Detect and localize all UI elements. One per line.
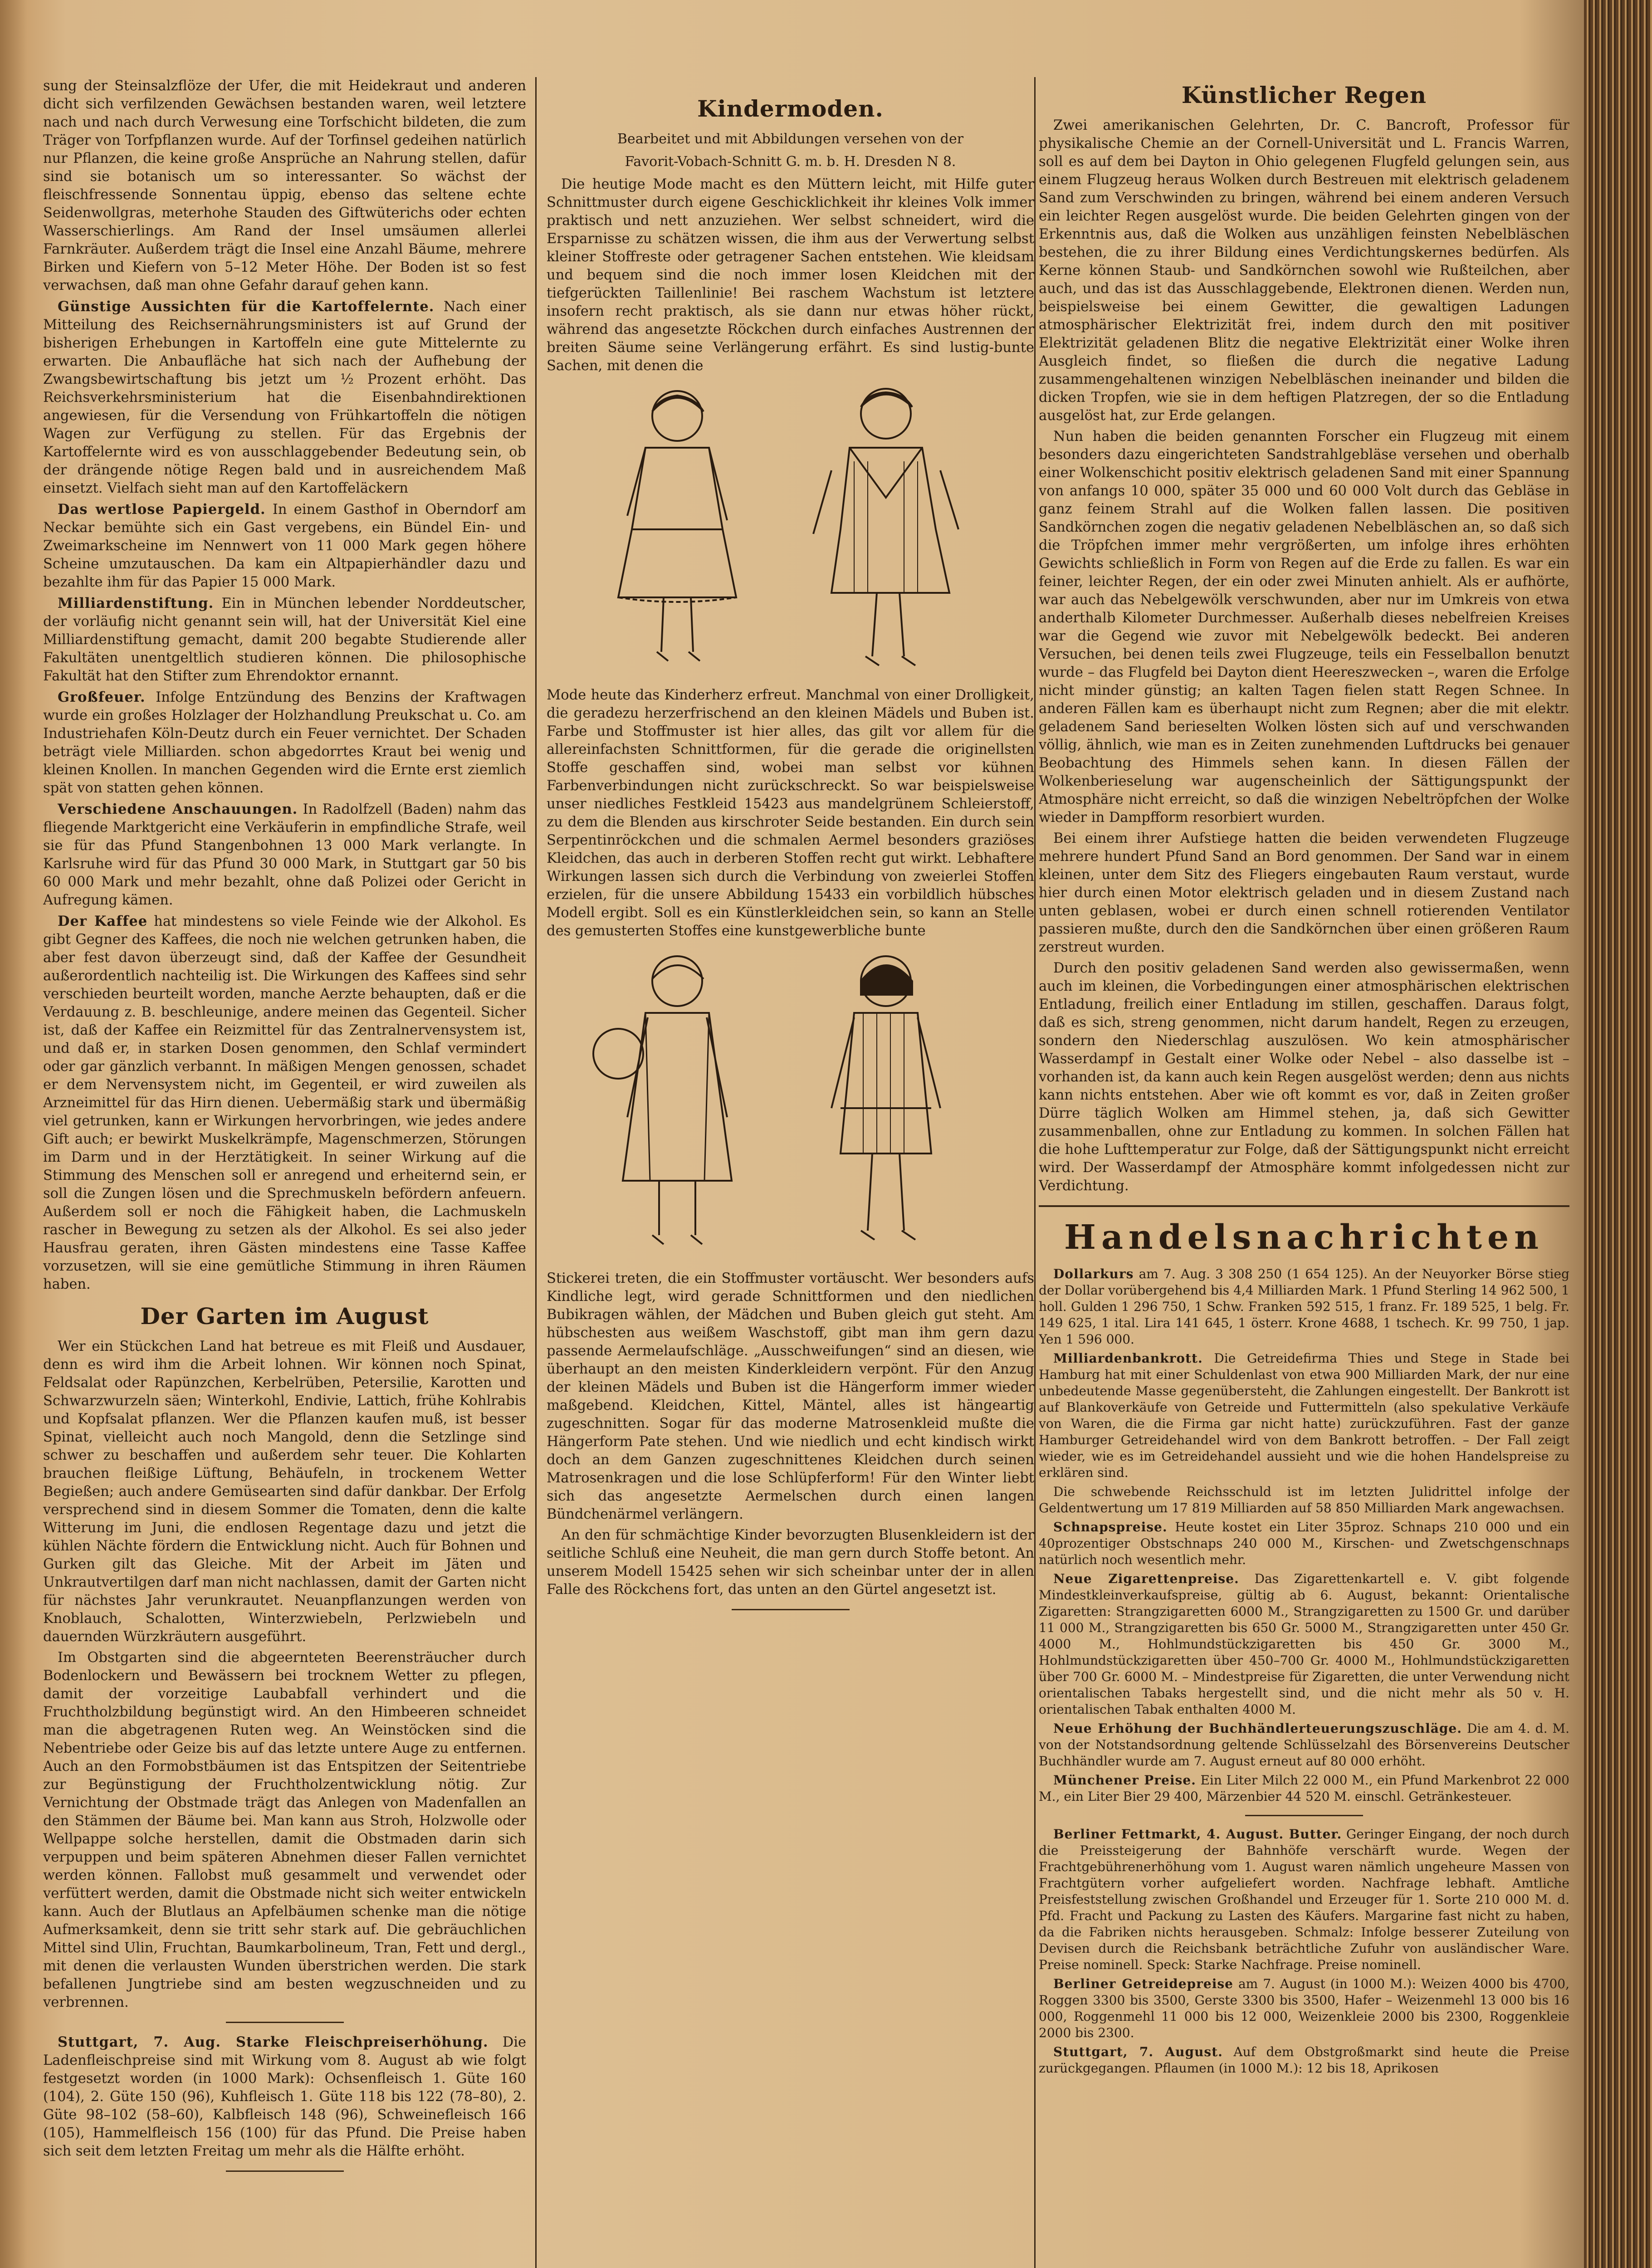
garden-paragraph-1: Wer ein Stückchen Land hat betreue es mit Fleiß und Ausdauer, denn es wird ihm die Arbeit lohnen. Wir können noch Spinat, Feldsalat oder Rapünzchen, Kerbelrüben, Petersilie, Karotten und Schwarzwurzeln säen; Winterkohl, Endivie, Lattich, frühe Kohlrabis und Kopfsalat pflanzen. Wer die Pflanzen kaufen muß, ist besser Spinat, vielleicht auch noch Mangold, denn die Setzlinge sind schwer zu beschaffen und außerdem sehr teuer. Die Kohlarten brauchen fleißige Lüftung, Behäufeln, in trockenem Wetter Begießen; auch andere Gemüsearten sind dafür dankbar. Der Erfolg versprechend sind in diesem Sommer die Tomaten, denn die kalte Witterung im Juni, die endlosen Regentage dazu und jetzt die kühlen Nächte fördern die Entwicklung nicht. Auch für Bohnen und Gurken gilt das Gleiche. Mit der Arbeit im Jäten und Unkrautvertilgen darf man nicht nachlassen, damit der Garten nicht für nächstes Jahr verunkrautet. Neuanpflanzungen werden von Knoblauch, Schalotten, Winterzwiebeln, Perlzwiebeln und dauernden Würzkräutern ausgeführt. (43, 1339, 526, 1645)
girls-dresses-drawing (559, 380, 1022, 679)
trade-text: Die am 4. d. M. von der Notstandsordnung geltende Schlüsselzahl des Börsenvereins Deutscher Buchhändler wurde am 7. August erneut auf 80 000 erhöht. (1039, 1721, 1569, 1769)
trade-heading: Berliner Getreidepreise (1053, 1976, 1233, 1991)
trade-reichsschuld: Die schwebende Reichsschuld ist im letzten Julidrittel infolge der Geldentwertung um 17 819 Milliarden auf 58 850 Milliarden Mark angewachsen. (1039, 1484, 1569, 1515)
trade-schnaps (1039, 1519, 1569, 1568)
trade-buchhandel (1039, 1721, 1569, 1769)
fashion-illustration-bottom (559, 945, 1022, 1262)
kindermoden-subtitle-2: Favorit-Vobach-Schnitt G. m. b. H. Dresden N 8. (625, 154, 956, 170)
article-milliardenstiftung (43, 594, 526, 685)
article-heading: Der Kaffee (58, 913, 148, 929)
section-rule (226, 2170, 344, 2172)
trade-heading: Milliardenbankrott. (1053, 1351, 1203, 1366)
article-kaffee (43, 912, 526, 1294)
trade-heading: Schnapspreise. (1053, 1520, 1168, 1535)
trade-text: Heute kostet ein Liter 35proz. Schnaps 210 000 und ein 40prozentiger Obstschnaps 240 000 M., Kirschen- und Zwetschgenschnaps natürlich noch wesentlich mehr. (1039, 1520, 1569, 1567)
trade-text: Geringer Eingang, der noch durch die Preissteigerung der Bahnhöfe verschärft wurde. Wegen der Frachtgebührenerhöhung vom 1. August waren nämlich ungeheure Massen von Frachtgütern vorher aufgeliefert worden. Nachfrage lebhaft. Amtliche Preisfeststellung zwischen Großhandel und Erzeuger für 1. Sorte 210 000 M. d. Pfd. Fracht und Packung zu Lasten des Käufers. Margarine fast nicht zu haben, da die Fabriken nichts herausgeben. Schmalz: Infolge besserer Zuteilung von Devisen durch die Reichsbank beträchtliche Zufuhr von ausländischer Ware. Preise nominell. Speck: Starke Nachfrage. Preise nominell. (1039, 1827, 1569, 1972)
article-heading: Günstige Aussichten für die Kartoffelernte. (58, 298, 435, 315)
trade-heading: Berliner Fettmarkt, 4. August. Butter. (1053, 1827, 1342, 1842)
article-fleischpreise (43, 2033, 526, 2160)
kindermoden-subtitle-1: Bearbeitet und mit Abbildungen versehen von der (617, 131, 964, 147)
article-heading: Großfeuer. (58, 689, 146, 705)
kindermoden-paragraph-1: Die heutige Mode macht es den Müttern leicht, mit Hilfe guter Schnittmuster durch eigene Geschicklichkeit ihr kleines Volk immer praktisch und nett anzuziehen. Wer selbst schneidert, wird die Ersparnisse zu schätzen wissen, die ihm aus der Verwertung selbst kleiner Stoffreste oder getragener Sachen entstehen. Wie kleidsam und bequem sind die noch immer losen Kleidchen mit der tiefgerückten Taillenlinie! Bei raschem Wachstum ist letztere insofern recht praktisch, als sie dann nur etwas höher rückt, während das angesetzte Röckchen durch einfaches Austrennen der breiten Säume seine Verlängerung erfährt. Es sind lustig-bunte Sachen, mit denen die (547, 176, 1034, 374)
trade-text: am 7. August (in 1000 M.): Weizen 4000 bis 4700, Roggen 3300 bis 3500, Gerste 3300 bis 3500, Hafer – Weizenmehl 13 000 bis 16 000, Roggenmehl 11 000 bis 12 000, Weizenkleie 2000 bis 2300, Roggenkleie 2000 bis 2300. (1039, 1976, 1569, 2040)
book-edge (1584, 0, 1652, 2268)
garden-paragraph-2: Im Obstgarten sind die abgeernteten Beerensträucher durch Bodenlockern und Bewässern bei trocknem Wetter zu pflegen, damit der vorzeitige Laubabfall verhindert und die Fruchtholzbildung begünstigt wird. An den Himbeeren schneidet man die abgetragenen Ruten weg. An Weinstöcken sind die Nebentriebe oder Geize bis auf das letzte untere Auge zu entfernen. Auch an den Formobstbäumen ist das Entspitzen der Seitentriebe zur Begünstigung der Fruchtholzentwicklung nötig. Zur Vernichtung der Obstmade trägt das Anlegen von Madenfallen an den Stämmen der Bäume bei. Man kann aus Stroh, Holzwolle oder Wellpappe solche herstellen, damit die Obstmaden darin sich verpuppen und beim späteren Abnehmen dieser Fallen vernichtet werden können. Fallobst muß gesammelt und verwendet oder verfüttert werden, damit die Obstmade nicht sich weiter entwickeln kann. Auch der Blutlaus an Apfelbäumen schenke man die nötige Aufmerksamkeit, denn sie tritt sehr stark auf. Die gebräuchlichen Mittel sind Ulin, Fruchtan, Baumkarbolineum, Tran, Fett und dergl., mit denen die verlausten Wunden überstrichen werden. Die stark befallenen Jungtriebe sind am besten wegzuschneiden und zu verbrennen. (43, 1650, 526, 2010)
trade-heading: Neue Zigarettenpreise. (1053, 1571, 1239, 1586)
trade-heading: Stuttgart, 7. August. (1053, 2044, 1223, 2059)
trade-heading: Dollarkurs (1053, 1266, 1134, 1281)
kindermoden-paragraph-2: Mode heute das Kinderherz erfreut. Manchmal von einer Drolligkeit, die geradezu herzerfrischend an den kleinen Mädels und Buben ist. Farbe und Stoffmuster ist hier alles, das gilt vor allem für die allereinfachsten Schnittformen, für die gerade die originellsten Stoffe geschaffen sind, wobei man selbst vor kühnen Farbenverbindungen nicht zurückschreckt. So war beispielsweise unser niedliches Festkleid 15423 aus mandelgrünem Schleierstoff, zu dem die Blenden aus kirschroter Seide bestanden. Ein durch sein Serpentinröckchen und die schmalen Aermel besonders graziöses Kleidchen, das auch in derberen Stoffen recht gut wirkt. Lebhaftere Wirkungen lassen sich durch die Verbindung von zweierlei Stoffen erzielen, für die unsere Abbildung 15433 ein vorbildlich hübsches Modell ergibt. Soll es ein Künstlerkleidchen sein, so kann an Stelle des gemusterten Stoffes eine kunstgewerbliche bunte (547, 687, 1034, 939)
kindermoden-title: Kindermoden. (697, 95, 884, 122)
trade-text: Die Getreidefirma Thies und Stege in Stade bei Hamburg hat mit einer Schuldenlast von etwa 900 Milliarden Mark, der nur eine unbedeutende Masse gegenübersteht, die Zahlungen eingestellt. Der Bankrott ist auf Blankoverkäufe von Getreide und Futtermitteln (also spekulative Verkäufe von Waren, die die Firma gar nicht hatte) zurückzuführen. Fast der ganze Hamburger Getreidehandel wird von dem Bankrott betroffen. – Der Fall zeigt wieder, wie es im Getreidehandel aussieht und wie die hohen Handelspreise zu erklären sind. (1039, 1351, 1569, 1480)
section-rule (1245, 1815, 1363, 1816)
rain-paragraph-3: Bei einem ihrer Aufstiege hatten die beiden verwendeten Flugzeuge mehrere hundert Pfund Sand an Bord genommen. Der Sand war in einem kleinen, unter dem Sitz des Fliegers eingebauten Raum verstaut, wurde hier durch einen Motor elektrisch geladen und in diesem Zustand nach unten geblasen, wobei er durch einen schnell rotierenden Ventilator passieren mußte, durch den die Sandkörnchen über einen größeren Raum zerstreut wurden. (1039, 831, 1569, 955)
article-text: Nach einer Mitteilung des Reichsernährungsministers ist auf Grund der bisherigen Erhebungen in Kartoffeln eine gute Mittelernte zu erwarten. Die Anbaufläche hat sich nach der Aufhebung der Zwangsbewirtschaftung bis jetzt um ½ Prozent erhöht. Das Reichsverkehrsministerium hat die Eisenbahndirektionen angewiesen, für die Versendung von Frühkartoffeln die nötigen Wagen zur Verfügung zu stellen. Für das Ergebnis der Kartoffelernte wird es von ausschlaggebender Bedeutung sein, ob der drängende nötige Regen bald und in ausreichendem Maß einsetzt. Vielfach sieht man auf den Kartoffeläckern (43, 299, 526, 496)
rain-title: Künstlicher Regen (1181, 82, 1427, 108)
handelsnachrichten-body (1039, 1266, 1569, 2077)
article-papiergeld (43, 500, 526, 591)
rain-paragraph-2: Nun haben die beiden genannten Forscher ein Flugzeug mit einem besonders dazu eingerichteten Sandstrahlgebläse versehen und oberhalb einer Wolkenschicht positiv elektrisch geladenen Sand mit einer Spannung von anfangs 10 000, später 35 000 und 60 000 Volt durch das Gebläse in ganz feinem Strahl auf die Wolken fallen lassen. Die positiven Sandkörnchen zogen die negativ geladenen Nebelbläschen an, so daß sich die Tröpfchen immer mehr vergrößerten, um infolge ihres erhöhten Gewichts schließlich in Form von Regen auf die Erde zu fallen. Es war ein feiner, leichter Regen, der ein oder zwei Minuten anhielt. Als er aufhörte, war auch das Nebelgewölk verschwunden, aber nur im Umkreis von etwa anderthalb Kilometer Durchmesser. Außerhalb dieses nebelfreien Kreises war die Gegend wie zuvor mit Nebelgewölk bedeckt. Bei anderen Versuchen, bei denen teils zwei Flugzeuge, teils ein Fesselballon benutzt wurde – das Flugfeld bei Dayton dient Heereszwecken –, waren die Erfolge nicht minder günstig; an kalten Tagen fielen statt Regen Schnee. In anderen Fällen kam es überhaupt nicht zum Regnen; aber die mit elektr. geladenem Sand berieselten Wolken lösten sich auf und verschwanden völlig, ähnlich, wie man es in Zeiten zunehmenden Luftdrucks bei genauer Beobachtung des Himmels sehen kann. In diesen Fällen der Wolkenberieselung war augenscheinlich der Sättigungspunkt der Atmosphäre nicht erreicht, so daß die winzigen Nebeltröpfchen der Wolke wieder in Dampfform resorbiert wurden. (1039, 429, 1569, 826)
article-text: hat mindestens so viele Feinde wie der Alkohol. Es gibt Gegner des Kaffees, die noch nie welchen getrunken haben, die aber fest davon überzeugt sind, daß der Kaffee der Gesundheit außerordentlich nachteilig ist. Die Wirkungen des Kaffees sind sehr verschieden beurteilt worden, manche Aerzte behaupten, daß er die Verdauung z. B. beschleunige, andere meinen das Gegenteil. Sicher ist, daß der Kaffee ein Reizmittel für das Zentralnervensystem ist, und daß er, in starken Dosen genommen, den Schlaf vermindert oder gar gänzlich verbannt. In mäßigen Mengen genossen, schadet er dem Nervensystem nicht, im Gegenteil, er wird zuweilen als Arzneimittel für das Hirn dienen. Uebermäßig stark und übermäßig viel getrunken, kann er Wirkungen hervorbringen, wie jedes andere Gift auch; er bewirkt Muskelkrämpfe, Magenschmerzen, Störungen im Darm und in der Herztätigkeit. In seiner Wirkung auf die Stimmung des Menschen soll er anregend und erheiternd sein, er soll die Zungen lösen und die Sprechmuskeln befördern anfeuern. Außerdem soll er noch die Fähigkeit haben, die Lachmuskeln rascher in Bewegung zu setzen als der Alkohol. Es sei also jeder Hausfrau geraten, ihren Gästen mindestens eine Tasse Kaffee vorzusetzen, will sie eine gemütliche Stimmung in ihren Räumen haben. (43, 914, 526, 1292)
handelsnachrichten-title: Handelsnachrichten (1064, 1218, 1544, 1257)
trade-heading: Münchener Preise. (1053, 1773, 1196, 1788)
article-text: In einem Gasthof in Oberndorf am Neckar bemühte sich ein Gast vergebens, ein Bündel Ein- und Zweimarkscheine im Nennwert von 11 000 Mark gegen höhere Scheine umzutauschen. Da kam ein Altpapierhändler dazu und bezahlte ihm für das Papier 15 000 Mark. (43, 502, 526, 590)
kindermoden-paragraph-3: Stickerei treten, die ein Stoffmuster vortäuscht. Wer besonders aufs Kindliche legt, wird gerade Schnittformen und den niedlichen Bubikragen wählen, der Mädchen und Buben gleich gut steht. Am hübschesten aus weißem Waschstoff, gibt man ihm gern dazu passende Aermelaufschläge. „Ausschweifungen“ sind an diesen, wie überhaupt an den meisten Kinderkleidern verpönt. Für den Anzug der kleinen Mädels und Buben ist die Hängerform immer wieder maßgebend. Kleidchen, Kittel, Mäntel, alles ist hängeartig zugeschnitten. Sogar für das moderne Matrosenkleid mußte die Hängerform Pate stehen. Und wie niedlich und echt kindisch wirkt doch an dem Ganzen zugeschnittenes Kleidchen durch seinen Matrosenkragen und die lose Schlüpferform! Für den Winter liebt sich das angesetzte Aermelschen durch einen langen Bündchenärmel verlängern. (547, 1271, 1034, 1522)
article-text: In Radolfzell (Baden) nahm das fliegende Marktgericht eine Verkäuferin in empfindliche Strafe, weil sie für das Pfund Stangenbohnen 13 000 Mark verlangte. In Karlsruhe wird für das Pfund 30 000 Mark, in Stuttgart gar 50 bis 60 000 Mark und mehr bezahlt, ohne daß Polizei oder Gericht in Aufregung kämen. (43, 802, 526, 908)
trade-text: Auf dem Obstgroßmarkt sind heute die Preise zurückgegangen. Pflaumen (in 1000 M.): 12 bis 18, Aprikosen (1039, 2044, 1569, 2076)
article-heading: Stuttgart, 7. Aug. Starke Fleischpreiserhöhung. (58, 2034, 489, 2050)
article-heading: Verschiedene Anschauungen. (58, 801, 298, 817)
binding-fold (0, 0, 27, 2268)
section-rule (226, 2022, 344, 2023)
article-heading: Das wertlose Papiergeld. (58, 501, 266, 518)
column-divider-2 (1034, 77, 1036, 2268)
trade-zigaretten (1039, 1571, 1569, 1718)
trade-text: am 7. Aug. 3 308 250 (1 654 125). An der Neuyorker Börse stieg der Dollar vorübergehend bis 4,4 Milliarden Mark. 1 Pfund Sterling 14 962 500, 1 holl. Gulden 1 296 750, 1 Schw. Franken 592 515, 1 franz. Fr. 189 525, 1 belg. Fr. 149 625, 1 ital. Lira 141 645, 1 österr. Krone 4688, 1 tschech. Kr. 99 750, 1 jap. Yen 1 596 000. (1039, 1266, 1569, 1347)
rain-paragraph-1: Zwei amerikanischen Gelehrten, Dr. C. Bancroft, Professor für physikalische Chemie an der Cornell-Universität und L. Francis Warren, soll es auf dem bei Dayton in Ohio gelegenen Flugfeld gelungen sein, aus einem Flugzeug heraus Wolken durch Bestreuen mit elektrisch geladenem Sand zum Verschwinden zu bringen, während bei einem anderen Versuch ein leichter Regen ausgelöst wurde. Die beiden Gelehrten gingen von der Erkenntnis aus, daß die Wolken aus unzähligen feinsten Nebelbläschen bestehen, die zu ihrer Bildung eines Verdichtungskernes bedürfen. Als Kerne können Staub- und Sandkörnchen sowohl wie Rußteilchen, aber auch, und das ist das Ausschlaggebende, Elektronen dienen. Werden nun, beispielsweise bei einem Gewitter, die gewaltigen Ladungen atmosphärischer Elektrizität frei, indem durch den mit positiver Elektrizität geladenen Blitz die negative Elektrizität einer Wolke ihren Ausgleich findet, so fließen die durch die negative Ladung zusammengehaltenen winzigen Nebelbläschen ineinander und bilden die dicken Tropfen, wie sie in dem heftigen Platzregen, der so die Entladung ausgelöst hat, zur Erde gelangen. (1039, 117, 1569, 424)
kindermoden-paragraph-4: An den für schmächtige Kinder bevorzugten Blusenkleidern ist der seitliche Schluß eine Neuheit, die man gern durch Stoffe betont. An unserem Modell 15425 sehen wir sich scheinbar unter der in allen Falle des Röckchens fort, das unten an den Gürtel angesetzt ist. (547, 1527, 1034, 1598)
article-heading: Milliardenstiftung. (58, 595, 214, 611)
section-rule (732, 1609, 850, 1610)
trade-muenchen (1039, 1772, 1569, 1805)
article-anschauungen (43, 800, 526, 909)
trade-getreide (1039, 1976, 1569, 2041)
article-kartoffelernte (43, 298, 526, 498)
trade-bankrott (1039, 1350, 1569, 1481)
fashion-illustration-top (559, 380, 1022, 679)
trade-obstmarkt (1039, 2044, 1569, 2077)
rain-paragraph-4: Durch den positiv geladenen Sand werden also gewissermaßen, wenn auch im kleinen, die Vorbedingungen einer atmosphärischen elektrischen Entladung, freilich einer Entladung im stillen, geschaffen. Daraus folgt, daß es sich, streng genommen, nicht darum handelt, Regen zu erzeugen, sondern den Niederschlag auszulösen. Wo kein atmosphärischer Wasserdampf in Gestalt einer Wolke oder Nebel – also dasselbe ist – vorhanden ist, da kann auch kein Regen ausgelöst werden; denn aus nichts kann nichts entstehen. Aber wie oft kommt es vor, daß in Zeiten großer Dürre täglich Wolken am Himmel stehen, ja, daß sich Gewitter zusammenballen, ohne zur Entladung zu kommen. In solchen Fällen hat die hohe Lufttemperatur zur Folge, daß der Sättigungspunkt nicht erreicht wird. Der Wasserdampf der Atmosphäre kommt infolgedessen nicht zur Verdichtung. (1039, 960, 1569, 1194)
article-paragraph: sung der Steinsalzflöze der Ufer, die mit Heidekraut und anderen dicht sich verfilzenden Gewächsen bestanden waren, weil letztere nach und nach durch Verwesung eine Torfschicht bildeten, die zum Träger von Torfpflanzen wurde. Auf der Torfinsel gedeihen natürlich nur Pflanzen, die keine große Ansprüche an Nahrung stellen, dafür sind sie botanisch um so interessanter. So wächst der fleischfressende Sonnentau üppig, ebenso das seltene echte Seidenwollgras, meterhohe Stauden des Giftwüterichs oder echten Wasserschierlings. Am Rand der Insel umsäumen allerlei Farnkräuter. Außerdem trägt die Insel eine Anzahl Bäume, mehrere Birken und Kiefern von 5–12 Meter Höhe. Der Boden ist so fest verwachsen, daß man ohne Gefahr darauf gehen kann. (43, 78, 526, 293)
column-right (1039, 77, 1569, 2268)
article-text: Ein in München lebender Norddeutscher, der vorläufig nicht genannt sein will, hat der Universität Kiel eine Milliardenstiftung gemacht, damit 200 begabte Studierende aller Fakultäten unentgeltlich studieren können. Die philosophische Fakultät hat den Stifter zum Ehrendoktor ernannt. (43, 596, 526, 684)
garden-title: Der Garten im August (140, 1303, 429, 1330)
trade-heading: Neue Erhöhung der Buchhändlerteuerungszuschläge. (1053, 1721, 1462, 1736)
article-text: Die Ladenfleischpreise sind mit Wirkung vom 8. August ab wie folgt festgesetzt worden (in 1000 Mark): Ochsenfleisch 1. Güte 160 (104), 2. Güte 150 (96), Kuhfleisch 1. Güte 118 bis 122 (78–80), 2. Güte 98–102 (58–60), Kalbfleisch 148 (96), Schweinefleisch 166 (105), Hammelfleisch 156 (100) für das Pfund. Die Preise haben sich seit dem letzten Freitag um mehr als die Hälfte erhöht. (43, 2034, 526, 2159)
column-middle (547, 77, 1034, 2268)
children-clothes-drawing (559, 945, 1022, 1262)
column-left (43, 77, 526, 2268)
trade-fettmarkt (1039, 1826, 1569, 1973)
article-grossfeuer (43, 688, 526, 797)
article-text: Infolge Entzündung des Benzins der Kraftwagen wurde ein großes Holzlager der Holzhandlung Preukschat u. Co. am Industriehafen Köln-Deutz durch ein Feuer vernichtet. Der Schaden beträgt viele Milliarden. schon abgedorrtes Kraut bei wenig und kleinen Knollen. In manchen Gegenden wird die Ernte erst ziemlich spät von statten gehen können. (43, 689, 526, 796)
section-rule (1039, 1205, 1569, 1207)
trade-dollarkurs (1039, 1266, 1569, 1348)
trade-text: Ein Liter Milch 22 000 M., ein Pfund Markenbrot 22 000 M., ein Liter Bier 29 400, Märzenbier 44 520 M. einschl. Getränkesteuer. (1039, 1773, 1569, 1804)
column-divider-1 (535, 77, 537, 2268)
trade-text: Das Zigarettenkartell e. V. gibt folgende Mindestkleinverkaufspreise, gültig ab 6. August, bekannt: Orientalische Zigaretten: Strangzigaretten 6000 M., Strangzigaretten zu 1500 Gr. und darüber 11 000 M., Strangzigaretten bis 650 Gr. 5000 M., Strangzigaretten unter 450 Gr. 4000 M., Hohlmundstückzigaretten bis 450 Gr. 3000 M., Hohlmundstückzigaretten über 450–700 Gr. 4000 M., Hohlmundstückzigaretten über 700 Gr. 6000 M. – Mindestpreise für Zigaretten, die unter Verwendung nicht orientalischen Tabaks hergestellt sind, und die nicht mehr als 50 v. H. orientalischen Tabak enthalten 4000 M. (1039, 1571, 1569, 1717)
